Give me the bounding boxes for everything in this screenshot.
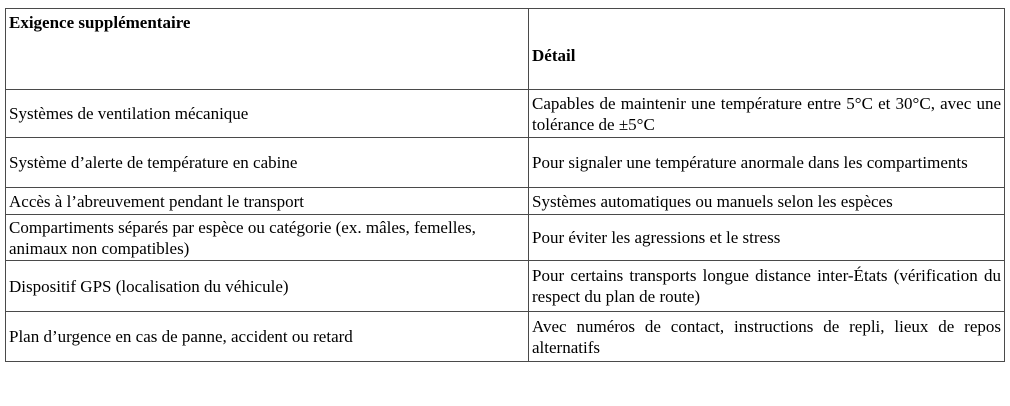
table-row	[6, 90, 1005, 138]
detail-cell: Avec numéros de contact, instructions de repli, lieux de repos alternatifs	[529, 312, 1005, 362]
detail-cell: Pour signaler une température anormale dans les compartiments	[529, 138, 1005, 188]
table-row	[6, 138, 1005, 188]
detail-cell: Systèmes automatiques ou manuels selon les espèces	[529, 188, 1005, 215]
header-requirement: Exigence supplémentaire	[6, 9, 529, 90]
requirement-cell: Plan d’urgence en cas de panne, accident ou retard	[6, 312, 529, 362]
detail-cell: Pour certains transports longue distance inter-États (vérification du respect du plan de route)	[529, 261, 1005, 312]
detail-cell: Pour éviter les agressions et le stress	[529, 215, 1005, 261]
table-header-row	[6, 9, 1005, 90]
requirement-cell: Accès à l’abreuvement pendant le transport	[6, 188, 529, 215]
requirement-cell: Systèmes de ventilation mécanique	[6, 90, 529, 138]
table-row	[6, 312, 1005, 362]
requirement-cell: Dispositif GPS (localisation du véhicule)	[6, 261, 529, 312]
requirement-cell: Compartiments séparés par espèce ou catégorie (ex. mâles, femelles, animaux non compatibles)	[6, 215, 529, 261]
header-detail: Détail	[529, 9, 1005, 90]
requirements-table	[5, 8, 1005, 362]
table-row	[6, 188, 1005, 215]
detail-cell: Capables de maintenir une température entre 5°C et 30°C, avec une tolérance de ±5°C	[529, 90, 1005, 138]
table-row	[6, 215, 1005, 261]
table-row	[6, 261, 1005, 312]
requirement-cell: Système d’alerte de température en cabine	[6, 138, 529, 188]
